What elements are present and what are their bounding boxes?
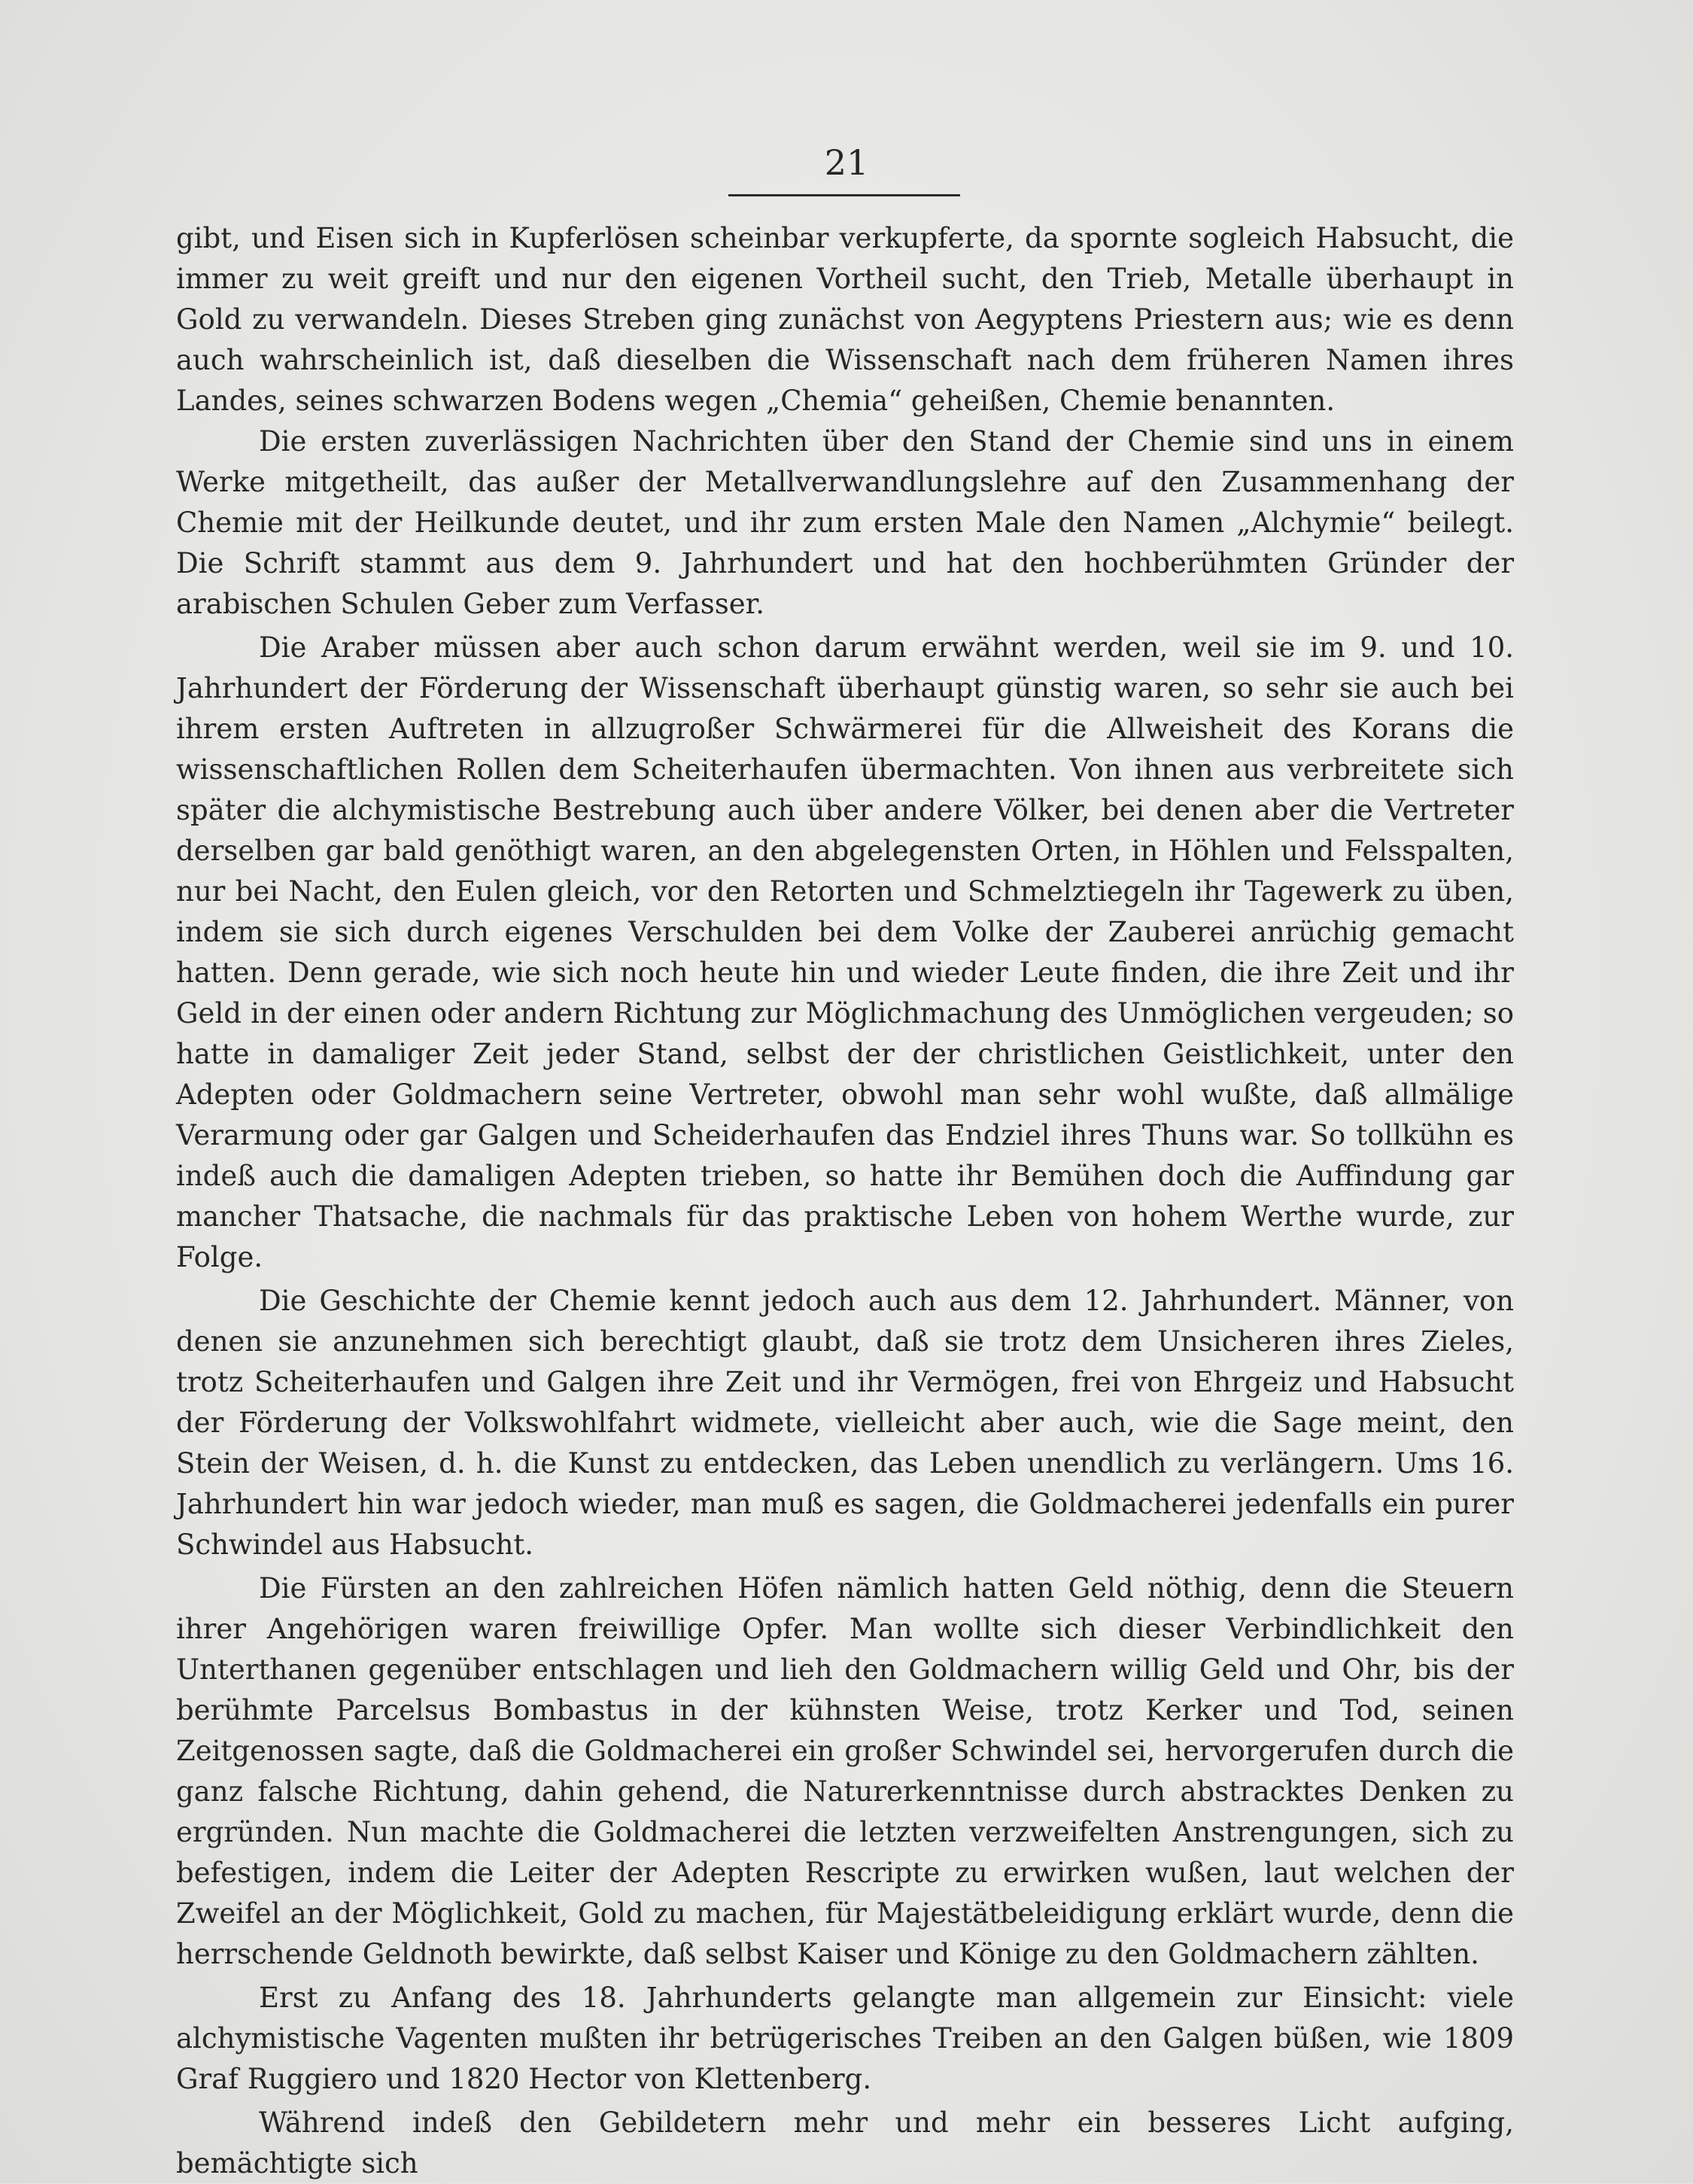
paragraph-7: Während indeß den Gebildetern mehr und mehr ein besseres Licht aufging, bemächtigte sich: [176, 2106, 1514, 2179]
paragraph-2: Die ersten zuverlässigen Nachrichten über den Stand der Chemie sind uns in einem Werke mitgetheilt, das außer der Metallverwandlungslehre auf den Zusammenhang der Chemie mit der Heilkunde deutet, und ihr zum ersten Male den Namen „Alchymie“ beilegt. Die Schrift stammt aus dem 9. Jahrhundert und hat den hochberühmten Gründer der arabischen Schulen Geber zum Verfasser.: [176, 425, 1514, 620]
header-rule: [728, 194, 960, 196]
body-text: [176, 218, 1514, 2184]
paragraph-1: gibt, und Eisen sich in Kupferlösen scheinbar verkupferte, da spornte sogleich Habsucht, die immer zu weit greift und nur den eigenen Vortheil sucht, den Trieb, Metalle überhaupt in Gold zu verwandeln. Dieses Streben ging zunächst von Aegyptens Priestern aus; wie es denn auch wahrscheinlich ist, daß dieselben die Wissenschaft nach dem früheren Namen ihres Landes, seines schwarzen Bodens wegen „Chemia“ geheißen, Chemie benannten.: [176, 222, 1514, 417]
paragraph-6: Erst zu Anfang des 18. Jahrhunderts gelangte man allgemein zur Einsicht: viele alchymistische Vagenten mußten ihr betrügerisches Treiben an den Galgen büßen, wie 1809 Graf Ruggiero und 1820 Hector von Klettenberg.: [176, 1982, 1514, 2095]
paragraph-4: Die Geschichte der Chemie kennt jedoch auch aus dem 12. Jahrhundert. Männer, von denen sie anzunehmen sich berechtigt glaubt, daß sie trotz dem Unsicheren ihres Zieles, trotz Scheiterhaufen und Galgen ihre Zeit und ihr Vermögen, frei von Ehrgeiz und Habsucht der Förderung der Volkswohlfahrt widmete, vielleicht aber auch, wie die Sage meint, den Stein der Weisen, d. h. die Kunst zu entdecken, das Leben unendlich zu verlängern. Ums 16. Jahrhundert hin war jedoch wieder, man muß es sagen, die Goldmacherei jedenfalls ein purer Schwindel aus Habsucht.: [176, 1285, 1514, 1561]
page-number: 21: [824, 142, 869, 183]
paragraph-5: Die Fürsten an den zahlreichen Höfen nämlich hatten Geld nöthig, denn die Steuern ihrer Angehörigen waren freiwillige Opfer. Man wollte sich dieser Verbindlichkeit den Unterthanen gegenüber entschlagen und lieh den Goldmachern willig Geld und Ohr, bis der berühmte Parcelsus Bombastus in der kühnsten Weise, trotz Kerker und Tod, seinen Zeitgenossen sagte, daß die Goldmacherei ein großer Schwindel sei, hervorgerufen durch die ganz falsche Richtung, dahin gehend, die Naturerkenntnisse durch abstracktes Denken zu ergründen. Nun machte die Goldmacherei die letzten verzweifelten Anstrengungen, sich zu befestigen, indem die Leiter der Adepten Rescripte zu erwirken wußen, laut welchen der Zweifel an der Möglichkeit, Gold zu machen, für Majestätbeleidigung erklärt wurde, denn die herrschende Geldnoth bewirkte, daß selbst Kaiser und Könige zu den Goldmachern zählten.: [176, 1572, 1514, 1970]
paragraph-3: Die Araber müssen aber auch schon darum erwähnt werden, weil sie im 9. und 10. Jahrhundert der Förderung der Wissenschaft überhaupt günstig waren, so sehr sie auch bei ihrem ersten Auftreten in allzugroßer Schwärmerei für die Allweisheit des Korans die wissenschaftlichen Rollen dem Scheiterhaufen übermachten. Von ihnen aus verbreitete sich später die alchymistische Bestrebung auch über andere Völker, bei denen aber die Vertreter derselben gar bald genöthigt waren, an den abgelegensten Orten, in Höhlen und Felsspalten, nur bei Nacht, den Eulen gleich, vor den Retorten und Schmelztiegeln ihr Tagewerk zu üben, indem sie sich durch eigenes Verschulden bei dem Volke der Zauberei anrüchig gemacht hatten. Denn gerade, wie sich noch heute hin und wieder Leute finden, die ihre Zeit und ihr Geld in der einen oder andern Richtung zur Möglichmachung des Unmöglichen vergeuden; so hatte in damaliger Zeit jeder Stand, selbst der der christlichen Geistlichkeit, unter den Adepten oder Goldmachern seine Vertreter, obwohl man sehr wohl wußte, daß allmälige Verarmung oder gar Galgen und Scheiderhaufen das Endziel ihres Thuns war. So tollkühn es indeß auch die damaligen Adepten trieben, so hatte ihr Bemühen doch die Auffindung gar mancher Thatsache, die nachmals für das praktische Leben von hohem Werthe wurde, zur Folge.: [176, 631, 1514, 1273]
